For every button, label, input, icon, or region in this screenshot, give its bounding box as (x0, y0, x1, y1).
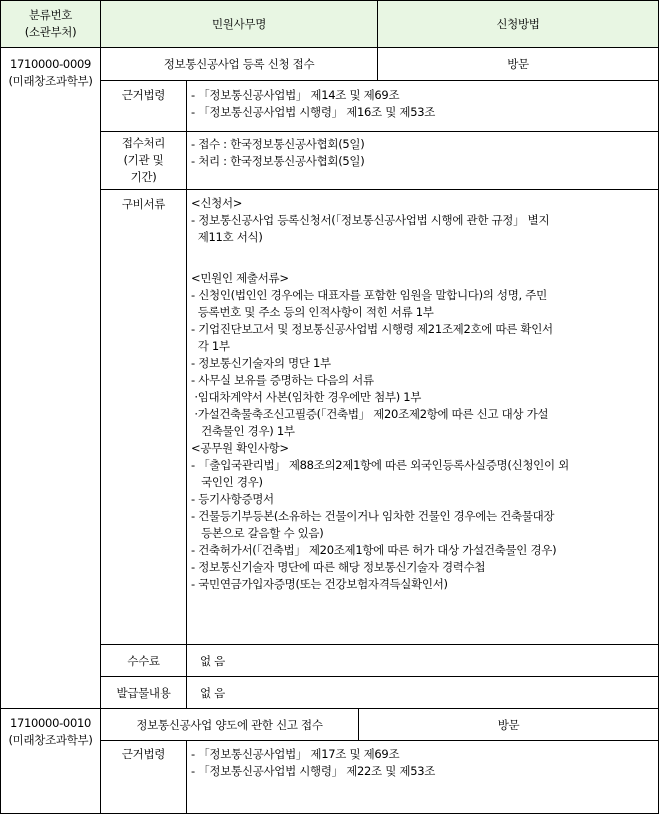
documents-line: - 기업진단보고서 및 정보통신공사업법 시행령 제21조제2호에 따른 확인서 (191, 322, 553, 336)
header-service-name (101, 1, 377, 47)
documents-line: <민원인 제출서류> (191, 271, 289, 285)
documents-line: <신청서> (191, 196, 243, 210)
grid-line (0, 0, 1, 814)
legal-basis-line: - 「정보통신공사업법 시행령」 제16조 및 제53조 (191, 105, 436, 119)
documents-content (187, 195, 657, 593)
documents-label (101, 194, 186, 214)
documents-line: - 정보통신기술자의 명단 1부 (191, 356, 331, 370)
legal-basis-label (101, 81, 186, 109)
header-service-name-label: 민원사무명 (211, 17, 267, 31)
processing-label-line: (기관 및 (123, 153, 164, 167)
documents-line: - 정보통신공사업 등록신청서(「정보통신공사업법 시행에 관한 규정」 별지 (191, 213, 550, 227)
grid-line (100, 189, 659, 190)
processing-line: - 접수 : 한국정보통신공사협회(5일) (191, 137, 365, 151)
processing-label-line: 기간) (130, 170, 157, 184)
record-service-name-text: 정보통신공사업 양도에 관한 신고 접수 (136, 717, 323, 732)
documents-line: - 등기사항증명서 (191, 492, 274, 506)
documents-line: 제11호 서식) (191, 230, 263, 244)
record-code-cell (1, 56, 100, 90)
record-application-method-text: 방문 (507, 57, 529, 71)
processing-label-line: 접수처리 (121, 136, 166, 150)
grid-line (100, 131, 659, 132)
legal-basis-line: - 「정보통신공사업법」 제14조 및 제69조 (191, 88, 400, 102)
documents-line: - 건물등기부등본(소유하는 건물이거나 임차한 건물인 경우에는 건축물대장 (191, 509, 555, 523)
documents-line: <공무원 확인사항> (191, 441, 289, 455)
documents-line: ·가설건축물축조신고필증(「건축법」 제20조제2항에 따른 신고 대상 가설 (191, 407, 549, 421)
documents-line (191, 246, 657, 270)
record-application-method (378, 48, 658, 80)
issuance-value-text: 없 음 (200, 685, 225, 700)
documents-line: - 건축허가서(「건축법」 제20조제1항에 따른 허가 대상 가설건축물인 경우) (191, 543, 557, 557)
record-ministry: (미래창조과학부) (8, 74, 93, 88)
record-ministry: (미래창조과학부) (8, 733, 93, 747)
fee-value-text: 없 음 (200, 653, 225, 668)
record-service-name (101, 709, 358, 740)
issuance-label-text: 발급물내용 (116, 685, 171, 700)
legal-basis-content (187, 87, 657, 121)
processing-content (187, 136, 657, 170)
legal-basis-line: - 「정보통신공사업법 시행령」 제22조 및 제53조 (191, 764, 436, 778)
documents-label-text: 구비서류 (121, 197, 166, 211)
record-code: 1710000-0009 (9, 57, 92, 71)
header-application-method (378, 1, 658, 47)
header-classification-label: 분류번호 (28, 8, 73, 22)
header-classification (1, 1, 100, 47)
documents-line: - 국민연금가입자증명(또는 건강보험자격득실확인서) (191, 577, 448, 591)
documents-line: 건축물인 경우) 1부 (191, 424, 295, 438)
fee-label (101, 645, 186, 676)
header-ministry-label: (소관부처) (24, 25, 77, 39)
documents-line: 각 1부 (191, 339, 230, 353)
documents-line: ·임대차계약서 사본(임차한 경우에만 첨부) 1부 (191, 390, 422, 404)
issuance-label (101, 677, 186, 708)
documents-line: - 정보통신기술자 명단에 따른 해당 정보통신기술자 경력수첩 (191, 560, 486, 574)
documents-line: 등록번호 및 주소 등의 인적사항이 적힌 서류 1부 (191, 305, 434, 319)
legal-basis-line: - 「정보통신공사업법」 제17조 및 제69조 (191, 747, 400, 761)
documents-line: - 사무실 보유를 증명하는 다음의 서류 (191, 373, 374, 387)
fee-label-text: 수수료 (127, 653, 160, 668)
documents-line: 국인인 경우) (191, 475, 263, 489)
fee-value (187, 645, 657, 676)
processing-label (101, 135, 186, 186)
legal-basis-content (187, 746, 657, 780)
processing-line: - 처리 : 한국정보통신공사협회(5일) (191, 154, 365, 168)
record-service-name-text: 정보통신공사업 등록 신청 접수 (163, 57, 315, 71)
record-application-method (359, 709, 658, 740)
documents-line: - 「출입국관리법」 제88조의2제1항에 따른 외국인등록사실증명(신청인이 외 (191, 458, 569, 472)
legal-basis-label-text: 근거법령 (121, 88, 166, 102)
header-application-method-label: 신청방법 (496, 17, 540, 31)
issuance-value (187, 677, 657, 708)
legal-basis-label-text: 근거법령 (121, 747, 166, 761)
record-service-name (101, 48, 377, 80)
documents-line: - 신청인(법인인 경우에는 대표자를 포함한 임원을 말합니다)의 성명, 주민 (191, 288, 547, 302)
record-application-method-text: 방문 (497, 717, 520, 732)
record-code-cell (1, 715, 100, 749)
legal-basis-label (101, 741, 186, 767)
documents-line: 등본으로 갈음할 수 있음) (191, 526, 324, 540)
record-code: 1710000-0010 (9, 716, 92, 730)
